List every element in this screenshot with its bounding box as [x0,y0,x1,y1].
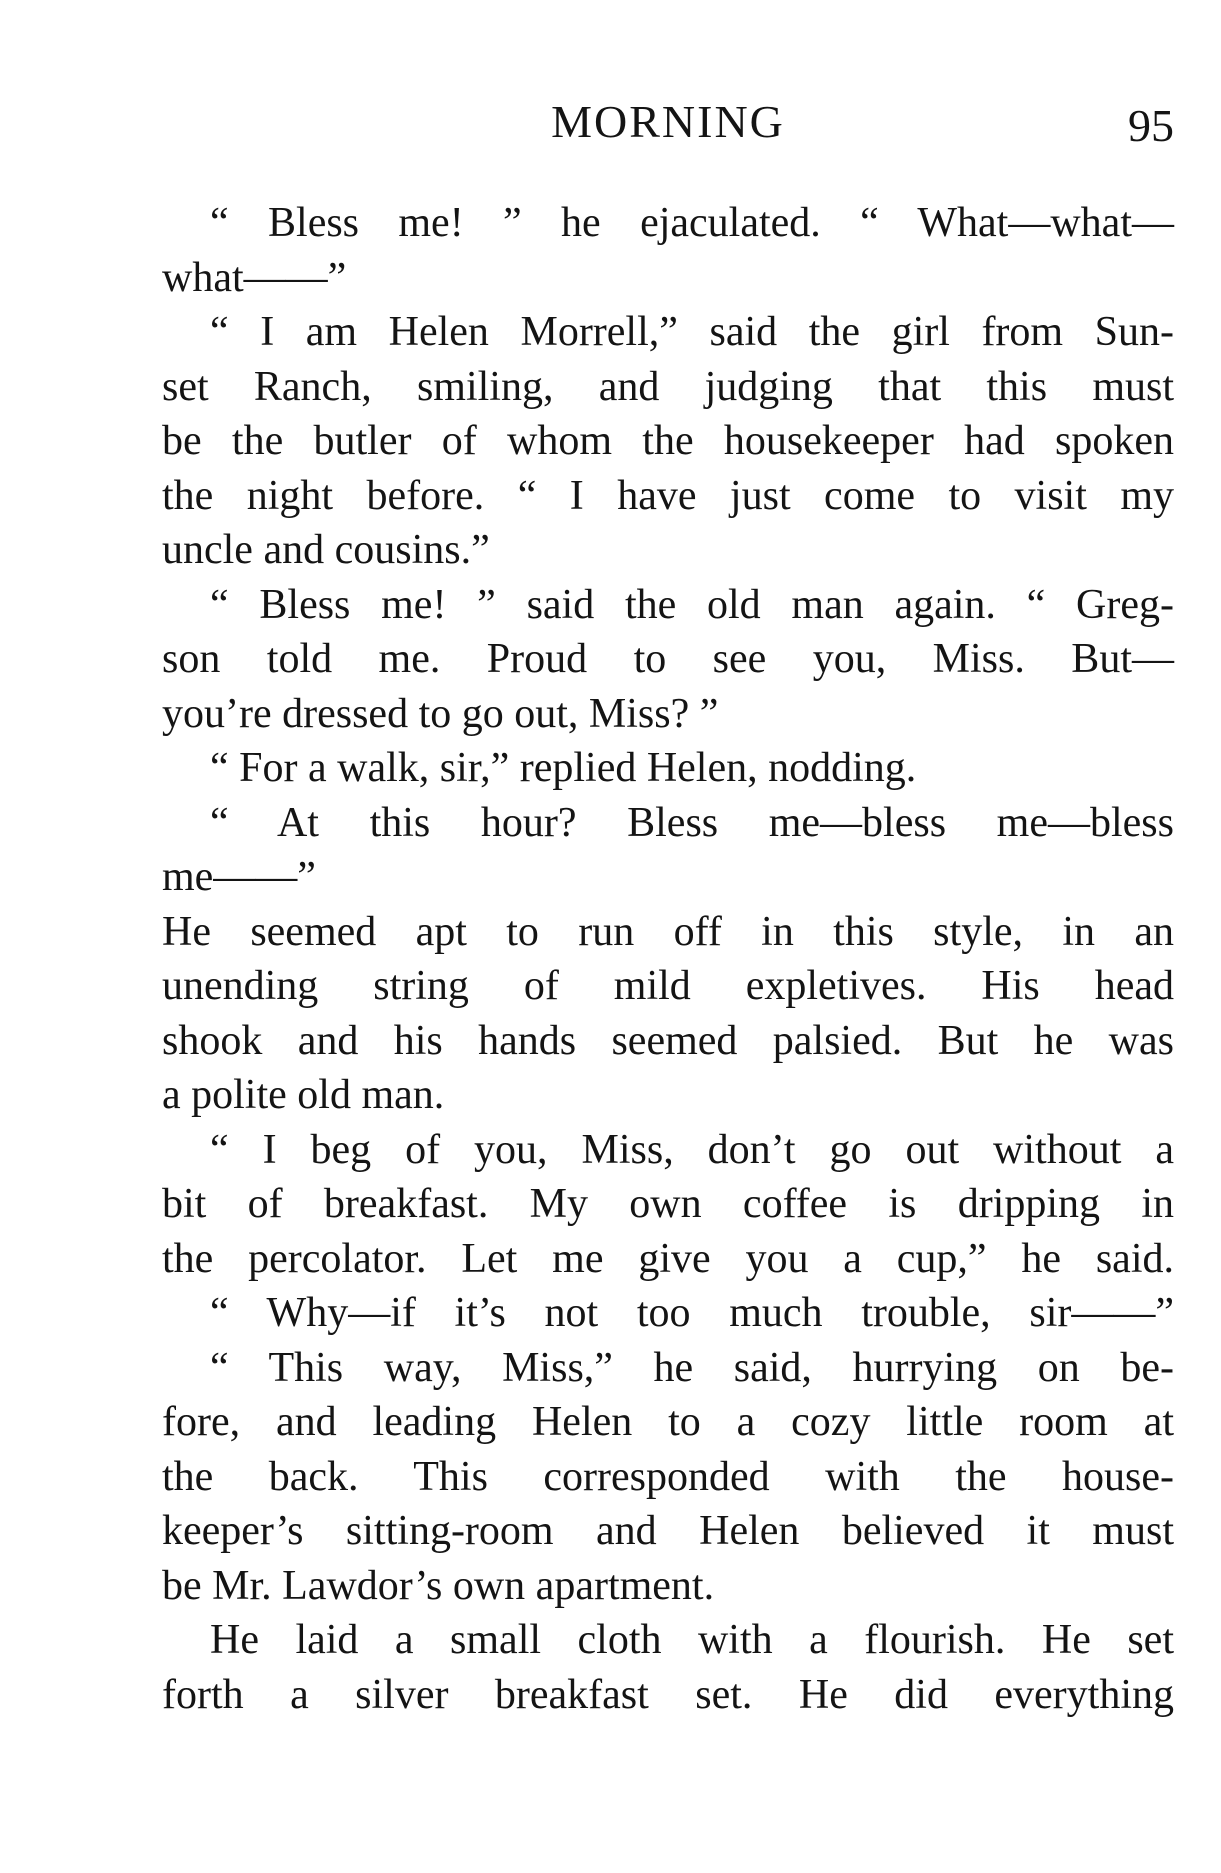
running-head: MORNING [551,96,785,147]
text-line: “ At this hour? Bless me—bless me—bless [210,799,1174,846]
body-text [162,196,1174,1722]
text-line: fore, and leading Helen to a cozy little room at [162,1399,1174,1445]
text-line: “ This way, Miss,” he said, hurrying on be- [210,1344,1174,1391]
text-line: “ I am Helen Morrell,” said the girl from Sun- [210,309,1174,355]
text-line: what——” [162,254,347,301]
text-line: bit of breakfast. My own coffee is dripping in [162,1181,1174,1227]
page-header [162,92,1174,162]
text-line: be Mr. Lawdor’s own apartment. [162,1562,715,1609]
text-line: He laid a small cloth with a flourish. He set [210,1617,1174,1663]
text-line: “ Why—if it’s not too much trouble, sir——” [210,1290,1174,1336]
text-line: you’re dressed to go out, Miss? ” [162,690,719,737]
text-line: unending string of mild expletives. His head [162,963,1174,1009]
text-line: shook and his hands seemed palsied. But he was [162,1017,1174,1064]
text-line: the back. This corresponded with the house- [162,1453,1174,1500]
text-line: set Ranch, smiling, and judging that this must [162,363,1174,410]
text-line: “ I beg of you, Miss, don’t go out without a [210,1126,1174,1173]
page-number: 95 [1128,100,1174,151]
text-line: the percolator. Let me give you a cup,” he said. [162,1235,1174,1282]
text-line: “ Bless me! ” said the old man again. “ Greg- [210,581,1174,628]
text-line: “ Bless me! ” he ejaculated. “ What—what— [210,200,1174,246]
text-line: He seemed apt to run off in this style, in an [162,908,1174,955]
text-line: the night before. “ I have just come to visit my [162,472,1174,519]
text-line: keeper’s sitting-room and Helen believed it must [162,1508,1174,1554]
text-line: be the butler of whom the housekeeper had spoken [162,418,1174,464]
text-line: a polite old man. [162,1072,445,1118]
text-line: “ For a walk, sir,” replied Helen, nodding. [210,745,917,791]
text-line: uncle and cousins.” [162,527,490,573]
text-line: forth a silver breakfast set. He did everything [162,1671,1174,1718]
text-line: son told me. Proud to see you, Miss. But— [162,636,1174,682]
text-line: me——” [162,854,316,900]
